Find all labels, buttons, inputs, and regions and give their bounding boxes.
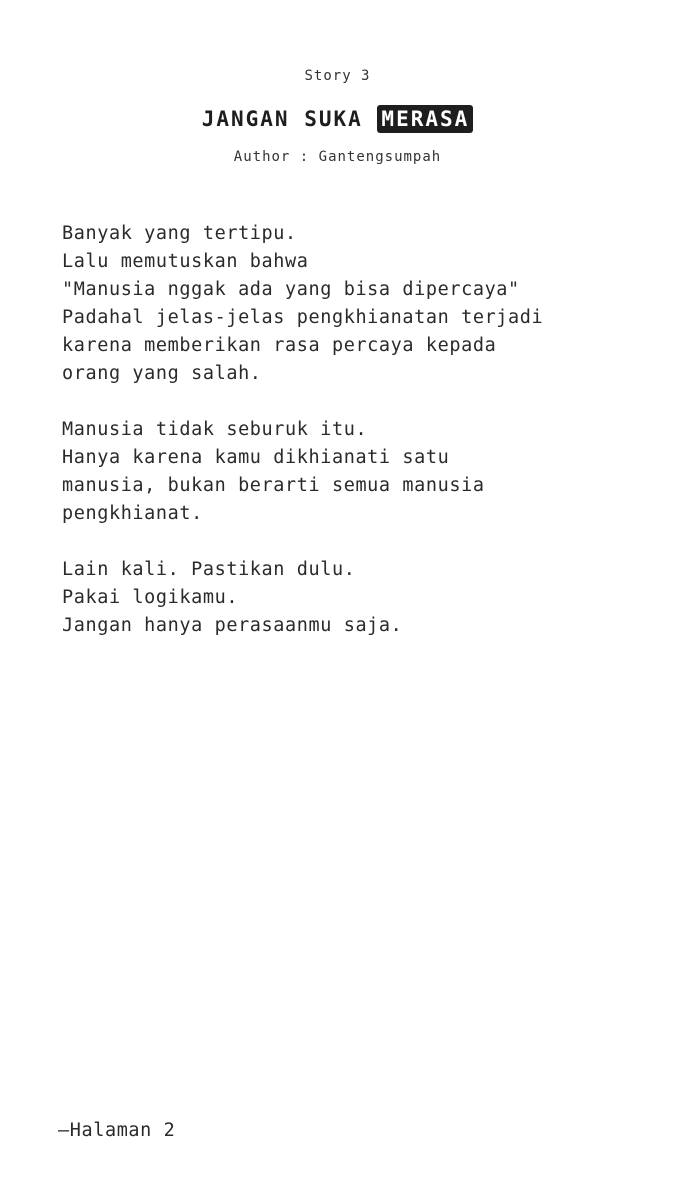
story-title <box>0 104 675 134</box>
body-line: manusia, bukan berarti semua manusia <box>62 475 485 496</box>
body-line: Banyak yang tertipu. <box>62 223 297 244</box>
body-line: pengkhianat. <box>62 503 203 524</box>
author-line: Author : Gantengsumpah <box>233 149 442 165</box>
body-line: Hanya karena kamu dikhianati satu <box>62 447 450 468</box>
body-line: karena memberikan rasa percaya kepada <box>62 335 497 356</box>
page-number-label: —Halaman 2 <box>58 1120 176 1141</box>
body-line: Manusia tidak seburuk itu. <box>62 419 368 440</box>
paragraph-1 <box>62 220 652 388</box>
body-line: Padahal jelas-jelas pengkhianatan terjadi <box>62 307 544 328</box>
paragraph-3 <box>62 556 652 640</box>
body-line: Lain kali. Pastikan dulu. <box>62 559 356 580</box>
body-line: Pakai logikamu. <box>62 587 239 608</box>
title-plain-text: JANGAN SUKA <box>201 107 378 131</box>
body-line: orang yang salah. <box>62 363 262 384</box>
body-line: Lalu memutuskan bahwa <box>62 251 309 272</box>
story-number-label: Story 3 <box>304 68 371 84</box>
body-line: "Manusia nggak ada yang bisa dipercaya" <box>62 279 520 300</box>
title-highlighted-word: MERASA <box>377 105 473 133</box>
body-line: Jangan hanya perasaanmu saja. <box>62 615 403 636</box>
paragraph-2 <box>62 416 652 528</box>
story-body <box>62 220 652 668</box>
